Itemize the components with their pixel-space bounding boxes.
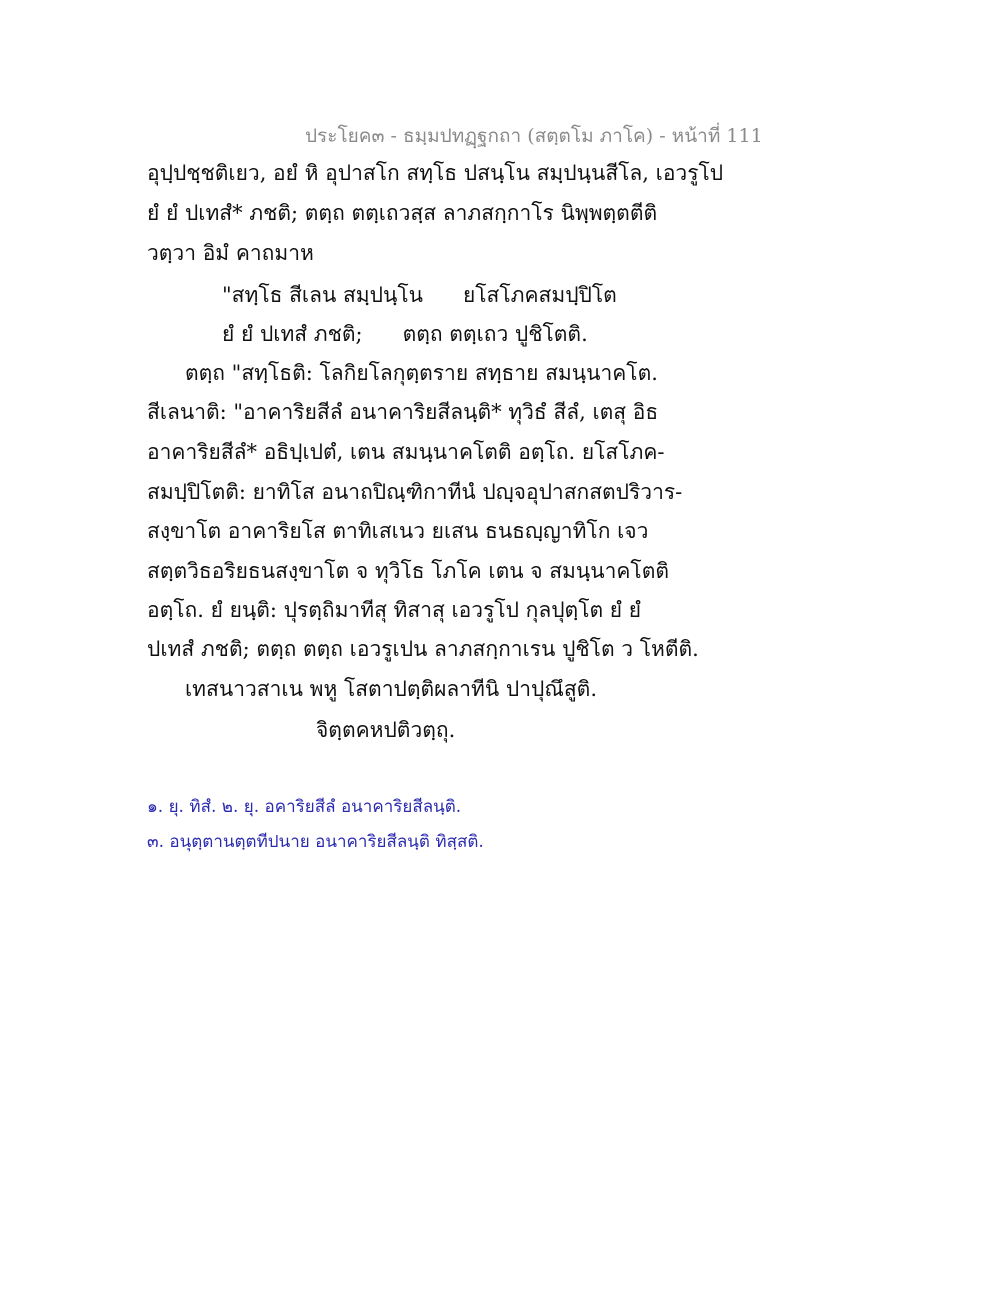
body-line: ยํ ยํ ปเทสํ* ภชติ; ตตฺถ ตตฺเถวสฺส ลาภสกฺกาโร นิพฺพตฺตตีติ (147, 201, 658, 225)
body-line: ตตฺถ "สทฺโธติ: โลกิยโลกุตฺตราย สทฺธาย สมนฺนาคโต. (185, 361, 658, 385)
body-line: อุปฺปชฺชติเยว, อยํ หิ อุปาสโก สทฺโธ ปสนฺโน สมฺปนฺนสีโล, เอวรูโป (147, 161, 724, 185)
verse-hemistich: ยํ ยํ ปเทสํ ภชติ; (222, 322, 363, 346)
body-line: อาคาริยสีลํ* อธิปฺเปตํ, เตน สมนฺนาคโตติ อตฺโถ. ยโสโภค- (147, 440, 665, 464)
verse-line (222, 320, 588, 348)
body-line: เทสนาวสาเน พหู โสตาปตฺติผลาทีนิ ปาปุณึสูติ. (185, 677, 597, 701)
body-line: สีเลนาติ: "อาคาริยสีลํ อนาคาริยสีลนฺติ* ทุวิธํ สีลํ, เตสุ อิธ (147, 400, 659, 424)
body-line: อตฺโถ. ยํ ยนฺติ: ปุรตฺถิมาทีสุ ทิสาสุ เอวรูโป กุลปุตฺโต ยํ ยํ (147, 598, 642, 622)
verse-hemistich: "สทฺโธ สีเลน สมฺปนฺโน (222, 283, 423, 307)
verse-hemistich: ตตฺถ ตตฺเถว ปูชิโตติ. (402, 322, 588, 346)
footnote: ๑. ยุ. ทิสํ. ๒. ยุ. อคาริยสีลํ อนาคาริยสีลนฺติ. (147, 797, 462, 817)
body-line: สตฺตวิธอริยธนสงฺขาโต จ ทุวิโธ โภโค เตน จ สมนฺนาคโตติ (147, 559, 669, 583)
body-line: วตฺวา อิมํ คาถมาห (147, 241, 314, 265)
body-line: สงฺขาโต อาคาริยโส ตาทิเสเนว ยเสน ธนธญฺญาทิโก เจว (147, 519, 649, 543)
section-end-title: จิตฺตคหปติวตฺถุ. (316, 718, 456, 742)
body-line: สมปฺปิโตติ: ยาทิโส อนาถปิณฺฑิกาทีนํ ปญฺจอุปาสกสตปริวาร- (147, 480, 683, 504)
body-line: ปเทสํ ภชติ; ตตฺถ ตตฺถ เอวรูเปน ลาภสกฺกาเรน ปูชิโต ว โหตีติ. (147, 637, 699, 661)
verse-line (222, 281, 617, 309)
verse-hemistich: ยโสโภคสมปฺปิโต (462, 283, 617, 307)
page-header: ประโยค๓ - ธมฺมปทฏฺฐกถา (สตฺตโม ภาโค) - หน้าที่ 111 (305, 125, 763, 147)
footnote: ๓. อนุตฺตานตฺตทีปนาย อนาคาริยสีลนฺติ ทิสฺสติ. (147, 832, 484, 852)
